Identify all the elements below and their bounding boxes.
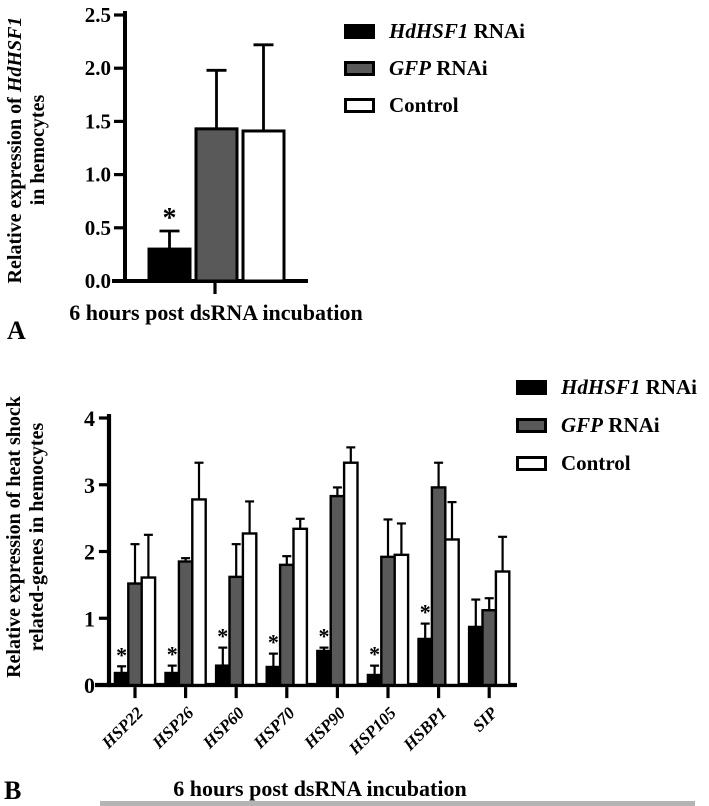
legend-item-hdhsf1-rnai bbox=[344, 19, 525, 44]
significance-asterisk: * bbox=[318, 623, 330, 649]
panel-a-x-axis-title: 6 hours post dsRNA incubation bbox=[69, 300, 363, 325]
bar-HSP60-HdHSF1 RNAi bbox=[216, 666, 229, 685]
legend-label bbox=[561, 451, 631, 476]
y-tick-label: 2.0 bbox=[84, 56, 111, 81]
category-label: HSP105 bbox=[344, 703, 400, 759]
panel-b-y-axis-title-line2: related-genes in hemocytes bbox=[26, 422, 48, 652]
legend-text: RNAi bbox=[603, 413, 660, 437]
significance-asterisk: * bbox=[267, 629, 279, 655]
category-label: HSP60 bbox=[199, 703, 249, 753]
y-tick-label: 2.5 bbox=[84, 3, 111, 27]
bar-HSP90-Control bbox=[344, 463, 357, 685]
heat-shock-genes-bar-chart bbox=[0, 340, 540, 776]
bar-SIP-HdHSF1 RNAi bbox=[469, 627, 482, 685]
legend-gene: GFP bbox=[561, 413, 603, 437]
legend-item-control bbox=[516, 451, 697, 476]
category-label: HSBP1 bbox=[399, 703, 451, 755]
y-tick-label: 3 bbox=[84, 472, 95, 498]
bar-HSBP1-HdHSF1 RNAi bbox=[419, 639, 432, 685]
y-tick-label: 1.0 bbox=[84, 162, 111, 187]
panel-a-y-axis-title bbox=[4, 0, 50, 300]
bar-HSP70-GFP RNAi bbox=[280, 565, 293, 685]
bar-SIP-Control bbox=[496, 572, 509, 685]
legend-swatch-black bbox=[344, 24, 375, 39]
legend-item-hdhsf1-rnai bbox=[516, 375, 697, 400]
legend-swatch-gray bbox=[344, 61, 375, 76]
significance-asterisk: * bbox=[166, 641, 178, 667]
cropped-next-row-artifact bbox=[100, 801, 695, 806]
legend-label bbox=[389, 56, 488, 81]
category-label: HSP26 bbox=[148, 703, 198, 753]
y-tick-label: 0.5 bbox=[84, 215, 111, 240]
legend-gene: HdHSF1 bbox=[389, 19, 469, 43]
legend-text: RNAi bbox=[468, 19, 525, 43]
legend-text: RNAi bbox=[640, 375, 697, 399]
gene-name-hdhsf1: HdHSF1 bbox=[4, 16, 26, 93]
bar-HSP22-HdHSF1 RNAi bbox=[115, 673, 128, 685]
bar-HSP90-GFP RNAi bbox=[331, 496, 344, 685]
y-tick-label: 1 bbox=[84, 606, 95, 632]
y-tick-label: 0.0 bbox=[84, 269, 111, 293]
bar-HSBP1-GFP RNAi bbox=[432, 487, 445, 685]
legend-item-gfp-rnai bbox=[516, 413, 697, 438]
legend-item-control bbox=[344, 93, 525, 118]
category-label: SIP bbox=[468, 703, 502, 736]
legend-gene: HdHSF1 bbox=[561, 375, 641, 399]
legend-swatch-gray bbox=[516, 418, 547, 433]
bar-HSBP1-Control bbox=[445, 539, 458, 685]
bar-HSP26-HdHSF1 RNAi bbox=[166, 673, 179, 685]
panel-b-legend bbox=[516, 375, 697, 489]
bar-HSP26-Control bbox=[192, 499, 205, 685]
legend-swatch-black bbox=[516, 380, 547, 395]
panel-a-y-axis-title-line1: Relative expression of HdHSF1 bbox=[4, 16, 26, 284]
significance-asterisk: * bbox=[369, 641, 381, 667]
panel-a-label: A bbox=[7, 316, 26, 345]
legend-text: RNAi bbox=[431, 56, 488, 80]
bar-HSP60-Control bbox=[243, 533, 256, 685]
significance-asterisk: * bbox=[419, 599, 431, 625]
significance-asterisk: * bbox=[217, 623, 229, 649]
legend-gene: GFP bbox=[389, 56, 431, 80]
bar-HSP26-GFP RNAi bbox=[179, 562, 192, 685]
y-tick-label: 4 bbox=[84, 406, 95, 431]
category-label: HSP22 bbox=[97, 703, 147, 753]
legend-text: Control bbox=[561, 451, 631, 475]
bar-HSP90-HdHSF1 RNAi bbox=[317, 651, 330, 685]
hdhsf1-expression-bar-chart bbox=[0, 0, 340, 340]
significance-asterisk: * bbox=[162, 202, 177, 234]
y-tick-label: 0 bbox=[84, 673, 95, 698]
panel-b-x-axis-title: 6 hours post dsRNA incubation bbox=[173, 776, 467, 801]
y-tick-label: 2 bbox=[84, 539, 95, 565]
bar-HSP105-GFP RNAi bbox=[381, 557, 394, 685]
category-label: HSP70 bbox=[249, 703, 299, 753]
panel-b-y-axis-title bbox=[3, 377, 49, 697]
bar-HSP70-HdHSF1 RNAi bbox=[267, 667, 280, 685]
legend-label bbox=[561, 375, 697, 400]
panel-b-label: B bbox=[4, 776, 22, 805]
bar-HSP22-Control bbox=[142, 578, 155, 685]
legend-label bbox=[561, 413, 660, 438]
panel-b-y-axis-title-line1: Relative expression of heat shock bbox=[3, 396, 25, 678]
bar-SIP-GFP RNAi bbox=[483, 610, 496, 685]
y-tick-label: 1.5 bbox=[84, 109, 111, 134]
significance-asterisk: * bbox=[116, 642, 128, 668]
legend-swatch-white bbox=[516, 456, 547, 471]
legend-item-gfp-rnai bbox=[344, 56, 525, 81]
legend-label bbox=[389, 19, 525, 44]
bar-HSP70-Control bbox=[294, 529, 307, 685]
bar-HSP105-HdHSF1 RNAi bbox=[368, 675, 381, 685]
bar-HSP22-GFP RNAi bbox=[128, 584, 141, 685]
legend-swatch-white bbox=[344, 98, 375, 113]
bar-group-HdHSF1 RNAi bbox=[149, 249, 190, 281]
legend-label bbox=[389, 93, 459, 118]
bar-group-Control bbox=[243, 131, 284, 281]
bar-group-GFP RNAi bbox=[196, 129, 237, 281]
panel-a-legend bbox=[344, 19, 525, 130]
legend-text: Control bbox=[389, 93, 459, 117]
panel-a-y-axis-title-line2: in hemocytes bbox=[27, 94, 49, 206]
bar-HSP105-Control bbox=[395, 555, 408, 685]
bar-HSP60-GFP RNAi bbox=[230, 577, 243, 685]
category-label: HSP90 bbox=[300, 703, 350, 753]
